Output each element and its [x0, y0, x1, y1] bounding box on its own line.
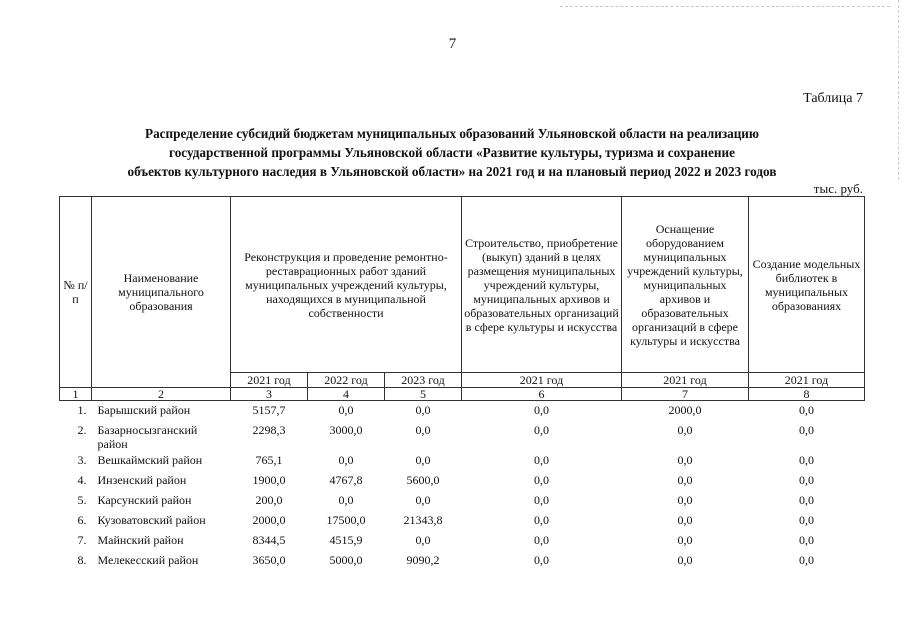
value-construction: 0,0 [534, 493, 549, 507]
value-construction: 0,0 [534, 473, 549, 487]
row-number: 6. [77, 513, 87, 527]
value-2023: 21343,8 [403, 513, 443, 527]
value-libraries: 0,0 [799, 453, 814, 467]
column-number: 5 [385, 388, 462, 401]
municipality-name: Инзенский район [97, 473, 187, 487]
units-label: тыс. руб. [813, 181, 863, 196]
row-number: 2. [77, 423, 87, 437]
table-label: Таблица 7 [803, 91, 863, 106]
row-number: 1. [77, 403, 87, 417]
table-row [60, 421, 865, 451]
document-title [60, 124, 844, 181]
value-2021: 200,0 [255, 493, 283, 507]
value-2022: 4767,8 [329, 473, 363, 487]
value-2022: 5000,0 [329, 553, 363, 567]
header-year: 2022 год [308, 373, 385, 388]
header-libraries: Создание модельных библиотек в муниципальных образованиях [749, 197, 865, 373]
municipality-name: Кузоватовский район [97, 513, 206, 527]
value-2023: 0,0 [415, 403, 431, 417]
header-row [60, 197, 865, 373]
header-year: 2021 год [622, 373, 749, 388]
table-row [60, 551, 865, 571]
value-2022: 17500,0 [326, 513, 366, 527]
header-reconstruction: Реконструкция и проведение ремонтно-реставрационных работ зданий муниципальных учреждений культуры, находящихся в муниципальной собственности [231, 197, 462, 373]
value-2021: 3650,0 [252, 553, 286, 567]
value-2023: 0,0 [415, 423, 431, 437]
table-row [60, 531, 865, 551]
header-equipment: Оснащение оборудованием муниципальных учреждений культуры, муниципальных архивов и образовательных организаций в сфере культуры и искусства [622, 197, 749, 373]
value-2022: 0,0 [338, 403, 354, 417]
value-2022: 0,0 [338, 493, 354, 507]
row-number: 5. [77, 493, 87, 507]
value-libraries: 0,0 [799, 513, 814, 527]
column-number: 3 [231, 388, 308, 401]
header-year: 2021 год [462, 373, 622, 388]
value-2021: 2298,3 [252, 423, 286, 437]
title-line: объектов культурного наследия в Ульяновской области» на 2021 год и на плановый период 2022 и 2023 годов [127, 164, 777, 179]
value-construction: 0,0 [534, 513, 549, 527]
value-equipment: 0,0 [677, 423, 693, 437]
value-2022: 3000,0 [329, 423, 363, 437]
value-libraries: 0,0 [799, 423, 814, 437]
value-2023: 0,0 [415, 453, 431, 467]
municipality-name: Майнский район [97, 533, 184, 547]
value-2023: 5600,0 [406, 473, 440, 487]
header-year: 2021 год [749, 373, 865, 388]
table-row [60, 451, 865, 471]
value-construction: 0,0 [534, 453, 549, 467]
municipality-name: Вешкаймский район [97, 453, 203, 467]
title-line: государственной программы Ульяновской области «Развитие культуры, туризма и сохранение [169, 145, 735, 160]
value-2022: 0,0 [338, 453, 354, 467]
value-construction: 0,0 [534, 533, 549, 547]
value-2021: 765,1 [255, 453, 283, 467]
value-equipment: 0,0 [677, 453, 693, 467]
table-row [60, 471, 865, 491]
value-2022: 4515,9 [329, 533, 363, 547]
value-equipment: 0,0 [677, 493, 693, 507]
column-number: 1 [60, 388, 92, 401]
header-year: 2021 год [231, 373, 308, 388]
value-libraries: 0,0 [799, 533, 814, 547]
row-number: 8. [77, 553, 87, 567]
value-construction: 0,0 [534, 423, 549, 437]
municipality-name: Карсунский район [97, 493, 192, 507]
table-row [60, 511, 865, 531]
value-equipment: 0,0 [677, 513, 693, 527]
table-row [60, 491, 865, 511]
value-libraries: 0,0 [799, 403, 814, 417]
value-equipment: 2000,0 [668, 403, 702, 417]
column-number: 8 [749, 388, 865, 401]
row-number: 3. [77, 453, 87, 467]
municipality-name: Базарносызганский район [97, 423, 198, 451]
column-numbers-row [60, 388, 865, 401]
header-num: № п/п [60, 197, 92, 388]
header-construction: Строительство, приобретение (выкуп) зданий в целях размещения муниципальных учреждений культуры, муниципальных архивов и образовательных организаций в сфере культуры и искусства [462, 197, 622, 373]
column-number: 4 [308, 388, 385, 401]
value-2023: 0,0 [415, 493, 431, 507]
value-equipment: 0,0 [677, 533, 693, 547]
value-equipment: 0,0 [677, 553, 693, 567]
value-construction: 0,0 [534, 403, 549, 417]
subsidy-table [59, 196, 865, 571]
value-libraries: 0,0 [799, 553, 814, 567]
column-number: 2 [92, 388, 231, 401]
scan-marks [560, 6, 890, 9]
value-libraries: 0,0 [799, 473, 814, 487]
scan-edge-marks [896, 0, 899, 180]
value-equipment: 0,0 [677, 473, 693, 487]
value-2021: 8344,5 [252, 533, 286, 547]
title-line: Распределение субсидий бюджетам муниципальных образований Ульяновской области на реализацию [145, 126, 759, 141]
table-row [60, 401, 865, 422]
value-2021: 5157,7 [252, 403, 286, 417]
header-year: 2023 год [385, 373, 462, 388]
value-2021: 2000,0 [252, 513, 286, 527]
row-number: 4. [77, 473, 87, 487]
value-2023: 0,0 [415, 533, 431, 547]
municipality-name: Барышский район [97, 403, 191, 417]
value-2021: 1900,0 [252, 473, 286, 487]
header-name: Наименование муниципального образования [92, 197, 231, 388]
value-construction: 0,0 [534, 553, 549, 567]
column-number: 6 [462, 388, 622, 401]
value-libraries: 0,0 [799, 493, 814, 507]
row-number: 7. [77, 533, 87, 547]
page-number: 7 [448, 36, 457, 52]
value-2023: 9090,2 [406, 553, 440, 567]
column-number: 7 [622, 388, 749, 401]
municipality-name: Мелекесский район [97, 553, 199, 567]
